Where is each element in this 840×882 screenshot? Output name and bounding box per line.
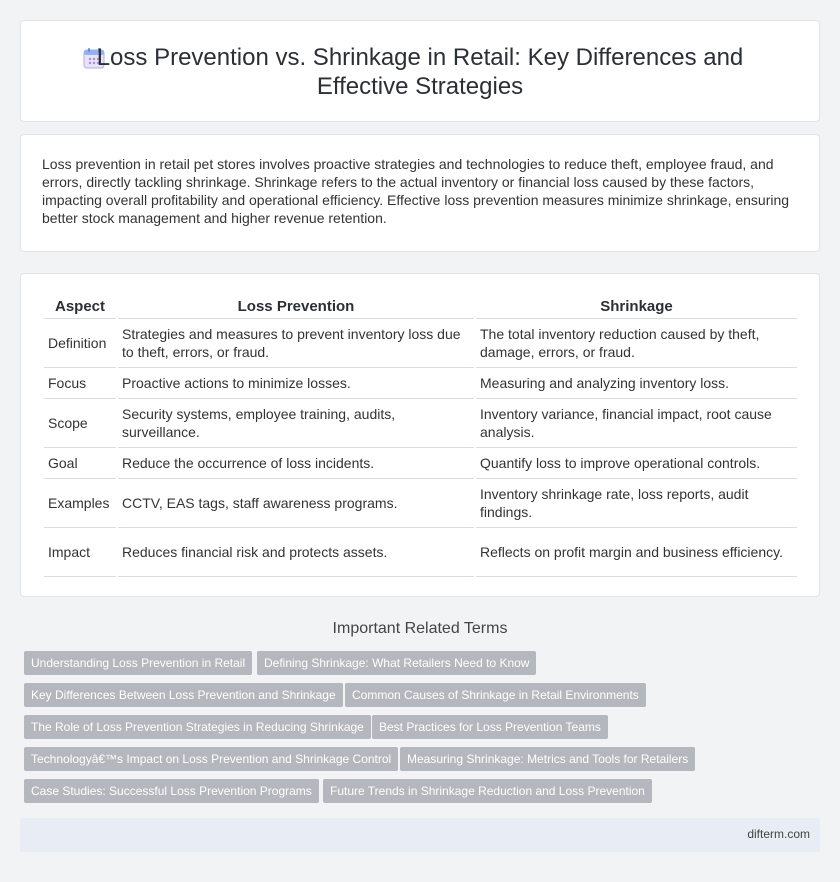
table-row bbox=[44, 528, 797, 577]
cell-aspect: Examples bbox=[44, 479, 116, 528]
cell-aspect: Impact bbox=[44, 528, 116, 577]
cell-loss-prevention: Security systems, employee training, audits, surveillance. bbox=[118, 399, 474, 448]
summary-card bbox=[20, 134, 820, 252]
related-term-link[interactable]: Case Studies: Successful Loss Prevention Programs bbox=[24, 779, 319, 803]
summary-text: Loss prevention in retail pet stores involves proactive strategies and technologies to reduce theft, employee fraud, and errors, directly tackling shrinkage. Shrinkage refers to the actual inventory or financial loss caused by these factors, impacting overall profitability and operational efficiency. Effective loss prevention measures minimize shrinkage, ensuring better stock management and higher revenue retention. bbox=[42, 156, 790, 226]
cell-loss-prevention: Reduces financial risk and protects assets. bbox=[118, 528, 474, 577]
cell-loss-prevention: Strategies and measures to prevent inventory loss due to theft, errors, or fraud. bbox=[118, 319, 474, 368]
header-loss-prevention: Loss Prevention bbox=[118, 296, 474, 319]
cell-shrinkage: The total inventory reduction caused by theft, damage, errors, or fraud. bbox=[476, 319, 797, 368]
cell-aspect: Scope bbox=[44, 399, 116, 448]
cell-aspect: Goal bbox=[44, 448, 116, 479]
table-row bbox=[44, 319, 797, 368]
cell-aspect: Focus bbox=[44, 368, 116, 399]
comparison-card bbox=[20, 273, 820, 597]
related-term-link[interactable]: The Role of Loss Prevention Strategies in Reducing Shrinkage bbox=[24, 715, 371, 739]
cell-shrinkage: Quantify loss to improve operational controls. bbox=[476, 448, 797, 479]
cell-shrinkage: Reflects on profit margin and business efficiency. bbox=[476, 528, 797, 577]
related-term-link[interactable]: Defining Shrinkage: What Retailers Need to Know bbox=[257, 651, 536, 675]
related-term-link[interactable]: Common Causes of Shrinkage in Retail Environments bbox=[345, 683, 646, 707]
table-header-row bbox=[44, 296, 797, 319]
page-title: Loss Prevention vs. Shrinkage in Retail: Key Differences and Effective Strategies bbox=[96, 44, 744, 100]
cell-shrinkage: Measuring and analyzing inventory loss. bbox=[476, 368, 797, 399]
related-terms-heading: Important Related Terms bbox=[332, 620, 508, 637]
cell-shrinkage: Inventory variance, financial impact, root cause analysis. bbox=[476, 399, 797, 448]
related-term-link[interactable]: Best Practices for Loss Prevention Teams bbox=[372, 715, 608, 739]
table-row bbox=[44, 479, 797, 528]
cell-aspect: Definition bbox=[44, 319, 116, 368]
related-term-link[interactable]: Key Differences Between Loss Prevention and Shrinkage bbox=[24, 683, 343, 707]
footer-site-name: difterm.com bbox=[747, 827, 810, 841]
header-aspect: Aspect bbox=[44, 296, 116, 319]
cell-loss-prevention: CCTV, EAS tags, staff awareness programs. bbox=[118, 479, 474, 528]
table-row bbox=[44, 399, 797, 448]
cell-loss-prevention: Reduce the occurrence of loss incidents. bbox=[118, 448, 474, 479]
related-term-link[interactable]: Understanding Loss Prevention in Retail bbox=[24, 651, 252, 675]
table-row bbox=[44, 448, 797, 479]
related-term-link[interactable]: Future Trends in Shrinkage Reduction and Loss Prevention bbox=[323, 779, 652, 803]
comparison-table bbox=[42, 296, 799, 577]
cell-shrinkage: Inventory shrinkage rate, loss reports, audit findings. bbox=[476, 479, 797, 528]
footer bbox=[20, 818, 820, 852]
cell-loss-prevention: Proactive actions to minimize losses. bbox=[118, 368, 474, 399]
table-row bbox=[44, 368, 797, 399]
header-shrinkage: Shrinkage bbox=[476, 296, 797, 319]
related-term-link[interactable]: Measuring Shrinkage: Metrics and Tools for Retailers bbox=[400, 747, 695, 771]
header-card bbox=[20, 20, 820, 122]
related-term-link[interactable]: Technologyâ€™s Impact on Loss Prevention and Shrinkage Control bbox=[24, 747, 398, 771]
